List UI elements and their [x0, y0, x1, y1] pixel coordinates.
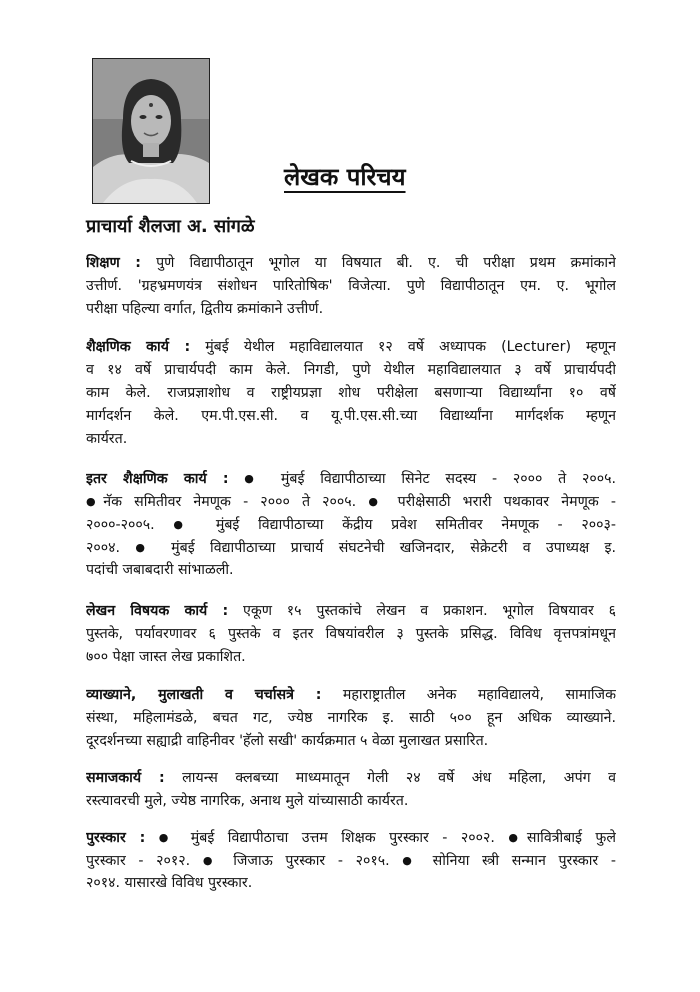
- lectures-section: [86, 684, 616, 753]
- education-line-3: परीक्षा पहिल्या वर्गात, द्वितीय क्रमांकाने उत्तीर्ण.: [86, 301, 324, 317]
- lectures-line-2: संस्था, महिलामंडळे, बचत गट, ज्येष्ठ नागरिक इ. साठी ५०० हून अधिक व्याख्याने.: [86, 710, 616, 726]
- writing-text-1: एकूण १५ पुस्तकांचे लेखन व प्रकाशन. भूगोल विषयावर ६: [242, 603, 616, 619]
- other-academic-text-2b: परीक्षेसाठी भरारी पथकावर नेमणूक -: [397, 494, 616, 510]
- author-portrait-image: [93, 59, 209, 203]
- bullet-icon: ●: [368, 495, 386, 508]
- academic-line-4: मार्गदर्शन केले. एम.पी.एस.सी. व यू.पी.एस.सी.च्या विद्यार्थ्यांना मार्गदर्शक म्हणून: [86, 408, 616, 424]
- social-line-1: [86, 767, 616, 790]
- lectures-text-1: महाराष्ट्रातील अनेक महाविद्यालये, सामाजिक: [342, 687, 616, 703]
- bullet-icon: ●: [173, 518, 198, 531]
- awards-text-2b: जिजाऊ पुरस्कार - २०१५.: [233, 853, 390, 869]
- writing-line-2: पुस्तके, पर्यावरणावर ६ पुस्तके व इतर विषयांवरील ३ पुस्तके प्रसिद्ध. विविध वृत्तपत्रांमधून: [86, 626, 616, 642]
- awards-text-2a: पुरस्कार - २०१२.: [86, 853, 191, 869]
- social-line-2: रस्त्यावरची मुले, ज्येष्ठ नागरिक, अनाथ मुले यांच्यासाठी कार्यरत.: [86, 793, 409, 809]
- author-name: प्राचार्या शैलजा अ. सांगळे: [86, 216, 255, 237]
- bullet-icon: ●: [508, 831, 527, 844]
- awards-line-1: [86, 826, 616, 849]
- writing-label: लेखन विषयक कार्य :: [86, 603, 229, 619]
- awards-line-3: २०१४. यासारखे विविध पुरस्कार.: [86, 875, 253, 891]
- other-academic-text-4a: २००४.: [86, 540, 121, 556]
- academic-line-5: कार्यरत.: [86, 431, 128, 447]
- awards-text-1b: सावित्रीबाई फुले: [526, 830, 616, 846]
- page-title: लेखक परिचय: [284, 163, 406, 191]
- writing-section: [86, 600, 616, 669]
- awards-label: पुरस्कार :: [86, 830, 146, 846]
- bullet-icon: ●: [402, 854, 420, 867]
- other-academic-text-4b: मुंबई विद्यापीठाच्या प्राचार्य संघटनेची खजिनदार, सेक्रेटरी व उपाध्यक्ष इ.: [171, 540, 616, 556]
- social-label: समाजकार्य :: [86, 770, 165, 786]
- other-academic-line-2: [86, 490, 616, 513]
- awards-section: [86, 826, 616, 895]
- bullet-icon: ●: [135, 541, 156, 554]
- awards-text-1a: मुंबई विद्यापीठाचा उत्तम शिक्षक पुरस्कार - २००२.: [190, 830, 495, 846]
- education-section: [86, 252, 616, 321]
- other-academic-line-1: [86, 467, 616, 490]
- other-academic-section: [86, 467, 616, 582]
- awards-line-2: [86, 849, 616, 872]
- academic-line-2: व १४ वर्षे प्राचार्यपदी काम केले. निगडी, पुणे येथील महाविद्यालयात ३ वर्षे प्राचार्यपदी: [86, 362, 616, 378]
- other-academic-line-3: [86, 513, 616, 536]
- academic-line-3: काम केले. राजप्रज्ञाशोध व राष्ट्रीयप्रज्ञा शोध परीक्षेला बसणाऱ्या विद्यार्थ्यांना १० वर्षे: [86, 385, 616, 401]
- education-line-2: उत्तीर्ण. 'ग्रहभ्रमणयंत्र संशोधन पारितोषिक' विजेत्या. पुणे विद्यापीठातून एम. ए. भूगोल: [86, 278, 616, 294]
- bullet-icon: ●: [202, 854, 221, 867]
- other-academic-line-4: [86, 536, 616, 559]
- lectures-line-3: दूरदर्शनच्या सह्याद्री वाहिनीवर 'हॅलो सखी' कार्यक्रमात ५ वेळा मुलाखत प्रसारित.: [86, 733, 489, 749]
- other-academic-text-1: मुंबई विद्यापीठाच्या सिनेट सदस्य - २००० ते २००५.: [280, 471, 616, 487]
- lectures-label: व्याख्याने, मुलाखती व चर्चासत्रे :: [86, 687, 322, 703]
- academic-section: [86, 336, 616, 451]
- lectures-line-1: [86, 684, 616, 707]
- other-academic-text-2a: नॅक समितीवर नेमणूक - २००० ते २००५.: [103, 494, 357, 510]
- education-line-1: [86, 252, 616, 275]
- education-text-1: पुणे विद्यापीठातून भूगोल या विषयात बी. ए. ची परीक्षा प्रथम क्रमांकाने: [156, 255, 616, 271]
- social-text-1: लायन्स क्लबच्या माध्यमातून गेली २४ वर्षे अंध महिला, अपंग व: [182, 770, 616, 786]
- academic-text-1: मुंबई येथील महाविद्यालयात १२ वर्षे अध्यापक (Lecturer) म्हणून: [205, 339, 616, 355]
- academic-line-1: [86, 336, 616, 359]
- other-academic-text-3a: २०००-२००५.: [86, 517, 155, 533]
- awards-text-2c: सोनिया स्त्री सन्मान पुरस्कार -: [432, 853, 616, 869]
- bullet-icon: ●: [158, 831, 178, 844]
- other-academic-line-5: पदांची जबाबदारी सांभाळली.: [86, 562, 234, 578]
- bullet-icon: ●: [244, 472, 266, 485]
- author-photo: [92, 58, 210, 204]
- other-academic-label: इतर शैक्षणिक कार्य :: [86, 471, 229, 487]
- writing-line-3: ७०० पेक्षा जास्त लेख प्रकाशित.: [86, 649, 246, 665]
- academic-label: शैक्षणिक कार्य :: [86, 339, 191, 355]
- other-academic-text-3b: मुंबई विद्यापीठाच्या केंद्रीय प्रवेश समितीवर नेमणूक - २००३-: [215, 517, 616, 533]
- writing-line-1: [86, 600, 616, 623]
- education-label: शिक्षण :: [86, 255, 141, 271]
- social-section: [86, 767, 616, 813]
- bullet-icon: ●: [86, 495, 104, 508]
